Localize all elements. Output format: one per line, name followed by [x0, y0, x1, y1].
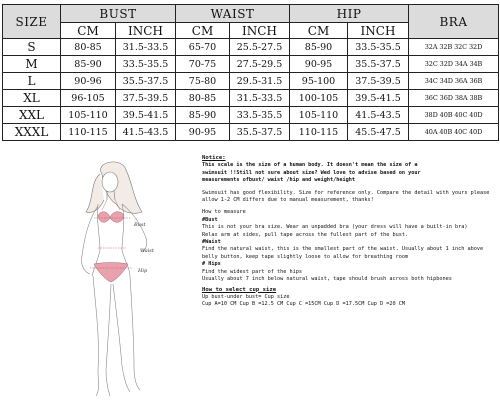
measurement-notes [202, 155, 498, 309]
bust-cm-header: CM [61, 23, 116, 39]
waist-inch-header: INCH [230, 23, 290, 39]
waist-inch-cell: 27.5-29.5 [230, 56, 290, 73]
hips-line: Usually about 7 inch below natural waist, tape should brush across both hipbones [202, 276, 452, 283]
bust-cm-cell: 105-110 [61, 107, 116, 124]
hip-cm-header: CM [290, 23, 348, 39]
bust-cm-cell: 85-90 [61, 56, 116, 73]
waist-inch-cell: 35.5-37.5 [230, 124, 290, 141]
hip-cm-cell: 85-90 [290, 39, 348, 56]
table-row [3, 39, 499, 56]
bust-inch-cell: 35.5-37.5 [116, 73, 176, 90]
hip-cm-cell: 95-100 [290, 73, 348, 90]
bust-label: Bust [134, 222, 146, 228]
size-header: SIZE [3, 5, 61, 39]
waist-label: Waist [140, 248, 154, 254]
table-row [3, 73, 499, 90]
waist-header: WAIST [176, 5, 290, 23]
cup-line: Cup A=10 CM Cup B =12.5 CM Cup C =15CM Cup D =17.5CM Cup D =20 CM [202, 301, 406, 308]
bust-cm-cell: 110-115 [61, 124, 116, 141]
hip-inch-header: INCH [348, 23, 409, 39]
hips-heading: # Hips [202, 261, 221, 268]
bust-inch-header: INCH [116, 23, 176, 39]
size-cell: XXL [3, 107, 61, 124]
bust-cm-cell: 80-85 [61, 39, 116, 56]
stretch-line: Swimsuit has good flexibility. Size for reference only. Compare the detail with yours please [202, 189, 490, 196]
table-row [3, 56, 499, 73]
waist-cm-cell: 85-90 [176, 107, 230, 124]
waist-cm-header: CM [176, 23, 230, 39]
waist-inch-cell: 29.5-31.5 [230, 73, 290, 90]
bust-line: Relax arm at sides, pull tape across the fullest part of the bust. [202, 231, 409, 238]
hip-inch-cell: 33.5-35.5 [348, 39, 409, 56]
hip-inch-cell: 35.5-37.5 [348, 56, 409, 73]
hips-line: Find the widest part of the hips [202, 268, 302, 275]
bust-inch-cell: 41.5-43.5 [116, 124, 176, 141]
waist-heading: #Waist [202, 239, 221, 246]
notice-line: swimsuit !!Still not sure about size? Wed love to advise based on your [202, 169, 421, 176]
table-header-row [3, 5, 499, 23]
bra-cell: 36C 36D 38A 38B [409, 90, 499, 107]
bra-cell: 38D 40B 40C 40D [409, 107, 499, 124]
waist-cm-cell: 65-70 [176, 39, 230, 56]
hip-inch-cell: 45.5-47.5 [348, 124, 409, 141]
waist-cm-cell: 75-80 [176, 73, 230, 90]
size-cell: XXXL [3, 124, 61, 141]
bra-cell: 32A 32B 32C 32D [409, 39, 499, 56]
waist-inch-cell: 25.5-27.5 [230, 39, 290, 56]
hip-cm-cell: 110-115 [290, 124, 348, 141]
bust-line: This is not your bra size. Wear an unpadded bra (your dress will have a built-in bra) [202, 224, 468, 231]
waist-cm-cell: 90-95 [176, 124, 230, 141]
waist-cm-cell: 80-85 [176, 90, 230, 107]
size-cell: L [3, 73, 61, 90]
hip-cm-cell: 100-105 [290, 90, 348, 107]
hip-cm-cell: 90-95 [290, 56, 348, 73]
cup-size-heading: How to select cup size [202, 286, 277, 293]
bust-inch-cell: 37.5-39.5 [116, 90, 176, 107]
size-cell: S [3, 39, 61, 56]
table-row [3, 124, 499, 141]
table-row [3, 107, 499, 124]
bust-inch-cell: 33.5-35.5 [116, 56, 176, 73]
body-measurement-illustration [60, 160, 190, 398]
size-chart-table [2, 4, 499, 141]
hip-inch-cell: 39.5-41.5 [348, 90, 409, 107]
waist-inch-cell: 33.5-35.5 [230, 107, 290, 124]
bra-cell: 40A 40B 40C 40D [409, 124, 499, 141]
waist-cm-cell: 70-75 [176, 56, 230, 73]
bra-header: BRA [409, 5, 499, 39]
cup-line: Up bust-under bust= Cup size [202, 293, 290, 300]
bust-header: BUST [61, 5, 176, 23]
bust-heading: #Bust [202, 216, 218, 223]
notice-line: This scale is the size of a human body. It doesn't mean the size of a [202, 162, 418, 169]
waist-inch-cell: 31.5-33.5 [230, 90, 290, 107]
size-cell: XL [3, 90, 61, 107]
bust-cm-cell: 90-96 [61, 73, 116, 90]
bust-inch-cell: 31.5-33.5 [116, 39, 176, 56]
hip-inch-cell: 37.5-39.5 [348, 73, 409, 90]
hip-label: Hip [138, 268, 148, 274]
bra-cell: 32C 32D 34A 34B [409, 56, 499, 73]
size-cell: M [3, 56, 61, 73]
bust-cm-cell: 96-105 [61, 90, 116, 107]
waist-line: belly button, keep tape slightly loose to allow for breathing room [202, 253, 409, 260]
hip-header: HIP [290, 5, 409, 23]
waist-line: Find the natural waist, this is the smallest part of the waist. Usually about 1 inch above [202, 246, 484, 253]
hip-inch-cell: 41.5-43.5 [348, 107, 409, 124]
woman-figure-drawing [60, 160, 190, 398]
stretch-line: allow 1-2 CM differs due to manual measurement, thanks! [202, 197, 374, 204]
bra-cell: 34C 34D 36A 36B [409, 73, 499, 90]
hip-cm-cell: 105-110 [290, 107, 348, 124]
notice-line: measurements ofbust/ waist /hip and weight/height [202, 177, 356, 184]
table-row [3, 90, 499, 107]
bust-inch-cell: 39.5-41.5 [116, 107, 176, 124]
how-to-measure-heading: How to measure [202, 209, 246, 216]
notice-title: Notice: [202, 155, 226, 161]
